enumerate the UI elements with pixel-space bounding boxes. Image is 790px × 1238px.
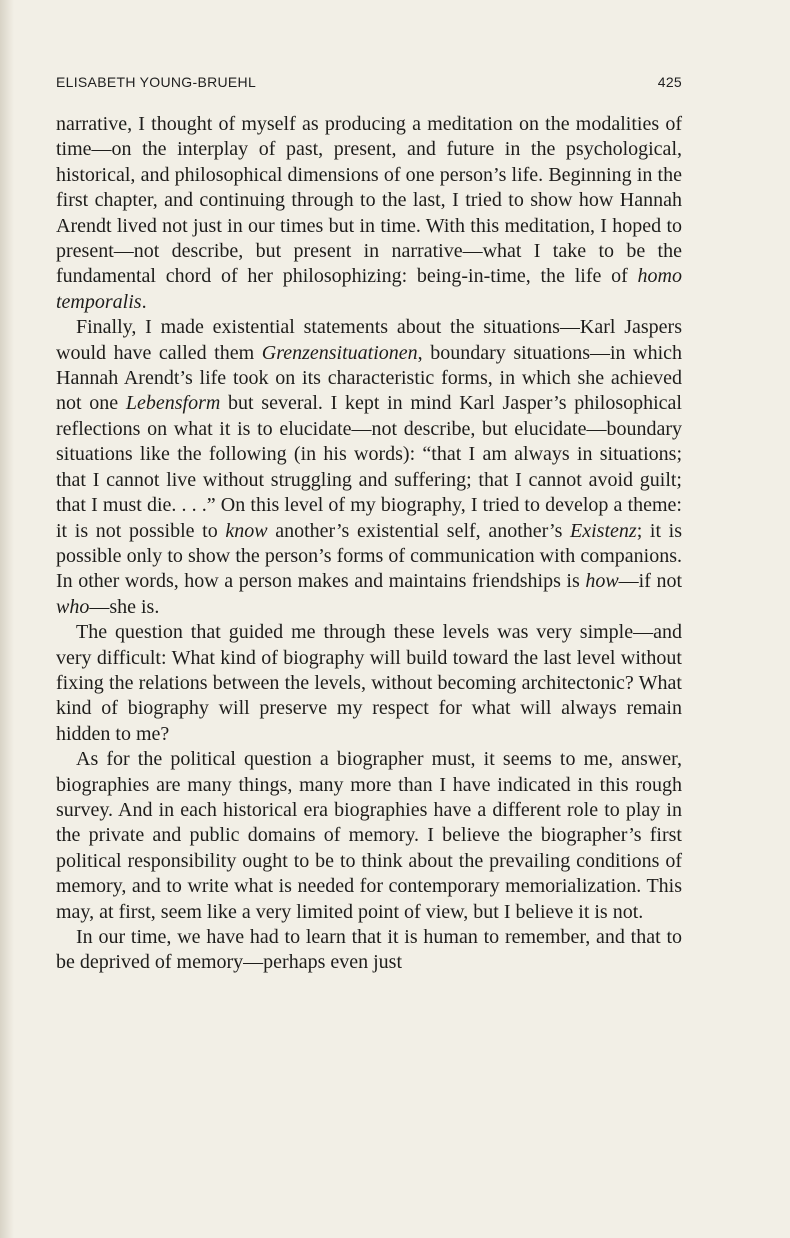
italic-term: homo temporalis [56, 265, 682, 313]
paragraph [56, 315, 682, 620]
paragraph [56, 620, 682, 747]
text-run: narrative, I thought of myself as producing a meditation on the modalities of time—on the interplay of past, present, and future in the psychological, historical, and philosophical dimensions of one person’s life. Beginning in the first chapter, and continuing through to the last, I tried to show how Hannah Arendt lived not just in our times but in time. With this meditation, I hoped to present—not describe, but present in narrative—what I take to be the fundamental chord of her philosophizing: being-in-time, the life of [56, 113, 682, 288]
text-run: but several. I kept in mind Karl Jasper’s philosophical reflections on what it is to elucidate—not describe, but elucidate—boundary situations like the following (in his words): “that I am always in situations; that I cannot live without struggling and suffering; that I cannot avoid guilt; that I must die. . . .” On this level of my biography, I tried to develop a theme: it is not possible to [56, 392, 682, 542]
text-run: . [141, 290, 147, 313]
book-page [56, 74, 682, 976]
paragraph [56, 925, 682, 976]
text-run: ; it is possible only to show the person’s forms of communication with companions. In other words, how a person makes and maintains friendships is [56, 519, 682, 593]
italic-term: Lebensform [125, 392, 221, 415]
running-head [56, 74, 682, 90]
italic-term: how [585, 570, 619, 593]
text-run: —she is. [89, 595, 160, 618]
running-head-author: ELISABETH YOUNG-BRUEHL [56, 74, 257, 90]
text-run: another’s existential self, another’s [267, 519, 571, 542]
paragraph [56, 112, 682, 315]
paragraph [56, 747, 682, 925]
italic-term: Grenzensituationen [261, 341, 418, 364]
text-run: As for the political question a biographer must, it seems to me, answer, biographies are many things, many more than I have indicated in this rough survey. And in each historical era biographies have a different role to play in the private and public domains of memory. I believe the biographer’s first political responsibility ought to be to think about the prevailing conditions of memory, and to write what is needed for contemporary memorialization. This may, at first, seem like a very limited point of view, but I believe it is not. [56, 748, 682, 923]
text-run: Finally, I made existential statements about the situations—Karl Jaspers would have called them [56, 316, 682, 364]
italic-term: Existenz [570, 519, 637, 542]
book-spine-shadow [0, 0, 14, 1238]
page-number: 425 [657, 74, 682, 90]
text-run: , boundary situations—in which Hannah Arendt’s life took on its characteristic forms, in which she achieved not one [56, 341, 682, 415]
body-text [56, 112, 682, 976]
text-run: —if not [618, 570, 682, 593]
italic-term: know [225, 519, 268, 542]
italic-term: who [56, 595, 90, 618]
text-run: In our time, we have had to learn that it is human to remember, and that to be deprived of memory—perhaps even just [56, 926, 682, 974]
text-run: The question that guided me through these levels was very simple—and very difficult: What kind of biography will build toward the last level without fixing the relations between the levels, without becoming architectonic? What kind of biography will preserve my respect for what will always remain hidden to me? [56, 621, 682, 745]
